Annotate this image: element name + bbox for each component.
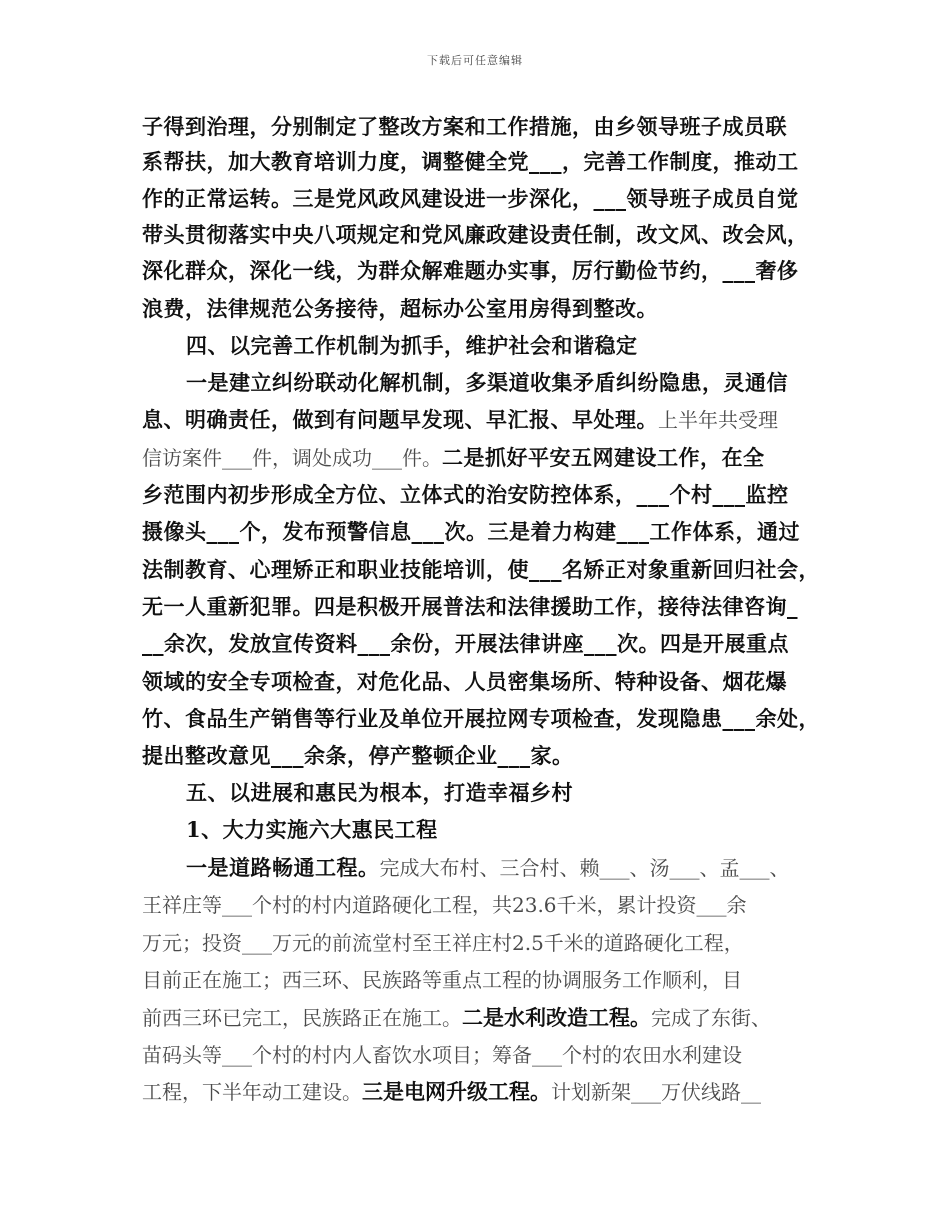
text-run: 苗码头等___个村的村内人畜饮水项目；筹备___个村的农田水利建设 (142, 1043, 742, 1067)
text-line (142, 629, 822, 659)
page-header: 下载后可任意编辑 (427, 54, 523, 67)
text-run: 作的正常运转。三是党风政风建设进一步深化，___领导班子成员自觉 (142, 186, 799, 211)
text-line (142, 1003, 822, 1033)
text-line (142, 928, 822, 958)
text-run: 乡范围内初步形成全方位、立体式的治安防控体系，___个村___监控 (142, 482, 789, 507)
text-line (142, 294, 822, 324)
text-run: 二是水利改造工程。 (462, 1005, 651, 1030)
text-run: 完成大布村、三合村、赖___、汤___、孟___、 (379, 856, 790, 880)
text-line (142, 443, 822, 473)
text-run: 系帮扶，加大教育培训力度，调整健全党___，完善工作制度，推动工 (142, 149, 799, 174)
text-run: 摄像头___个，发布预警信息___次。三是着力构建___工作体系，通过 (142, 519, 800, 544)
text-run: 无一人重新犯罪。四是积极开展普法和法律援助工作，接待法律咨询_ (142, 594, 798, 619)
text-line (142, 112, 822, 142)
text-run: 法制教育、心理矫正和职业技能培训，使___名矫正对象重新回归社会， (142, 557, 820, 582)
text-run: __余次，发放宣传资料___余份，开展法律讲座___次。四是开展重点 (142, 631, 789, 656)
text-run: 二是抓好平安五网建设工作，在全 (442, 445, 765, 470)
text-line (142, 555, 822, 585)
text-line (142, 592, 822, 622)
text-line (142, 1077, 822, 1107)
text-run: 息、明确责任，做到有问题早发现、早汇报、早处理。 (142, 407, 658, 432)
subsection-heading (186, 815, 866, 845)
text-run: 一是道路畅通工程。 (186, 855, 380, 880)
text-run: 王祥庄等___个村的村内道路硬化工程，共23.6千米，累计投资___余 (142, 893, 747, 917)
text-run: 上半年共受理 (658, 408, 778, 432)
text-line (142, 405, 822, 435)
text-line (142, 667, 822, 697)
text-line (142, 704, 822, 734)
text-line (186, 368, 866, 398)
text-run: 一是建立纠纷联动化解机制，多渠道收集矛盾纠纷隐患，灵通信 (186, 370, 788, 395)
text-run: 四、以完善工作机制为抓手，维护社会和谐稳定 (186, 333, 638, 358)
text-run: 提出整改意见___余条，停产整顿企业___家。 (142, 743, 574, 768)
text-run: 深化群众，深化一线，为群众解难题办实事，厉行勤俭节约，___奢侈 (142, 258, 799, 283)
text-run: 1、大力实施六大惠民工程 (186, 817, 438, 842)
text-run: 带头贯彻落实中央八项规定和党风廉政建设责任制，改文风、改会风， (142, 222, 809, 247)
text-run: 领域的安全专项检查，对危化品、人员密集场所、特种设备、烟花爆 (142, 669, 787, 694)
text-line (142, 965, 822, 995)
text-run: 万元；投资___万元的前流堂村至王祥庄村2.5千米的道路硬化工程， (142, 931, 744, 955)
text-line (142, 741, 822, 771)
text-line (142, 517, 822, 547)
text-line (142, 480, 822, 510)
text-run: 计划新架___万伏线路__ (551, 1080, 761, 1104)
text-line (142, 147, 822, 177)
text-run: 竹、食品生产销售等行业及单位开展拉网专项检查，发现隐患___余处， (142, 706, 820, 731)
text-run: 浪费，法律规范公务接待，超标办公室用房得到整改。 (142, 296, 658, 321)
text-run: 子得到治理，分别制定了整改方案和工作措施，由乡领导班子成员联 (142, 114, 787, 139)
text-line (142, 890, 822, 920)
text-line (142, 184, 822, 214)
section-heading (186, 331, 866, 361)
text-line (142, 256, 822, 286)
section-heading (186, 778, 866, 808)
text-run: 前西三环已完工，民族路正在施工。 (142, 1006, 462, 1030)
text-line (142, 1040, 822, 1070)
text-line (186, 853, 866, 883)
text-run: 信访案件___件，调处成功___件。 (142, 446, 442, 470)
text-run: 五、以进展和惠民为根本，打造幸福乡村 (186, 780, 573, 805)
text-run: 三是电网升级工程。 (362, 1079, 551, 1104)
text-run: 目前正在施工；西三环、民族路等重点工程的协调服务工作顺利，目 (142, 968, 742, 992)
text-run: 工程，下半年动工建设。 (142, 1080, 362, 1104)
text-line (142, 220, 822, 250)
text-run: 完成了东街、 (651, 1006, 771, 1030)
